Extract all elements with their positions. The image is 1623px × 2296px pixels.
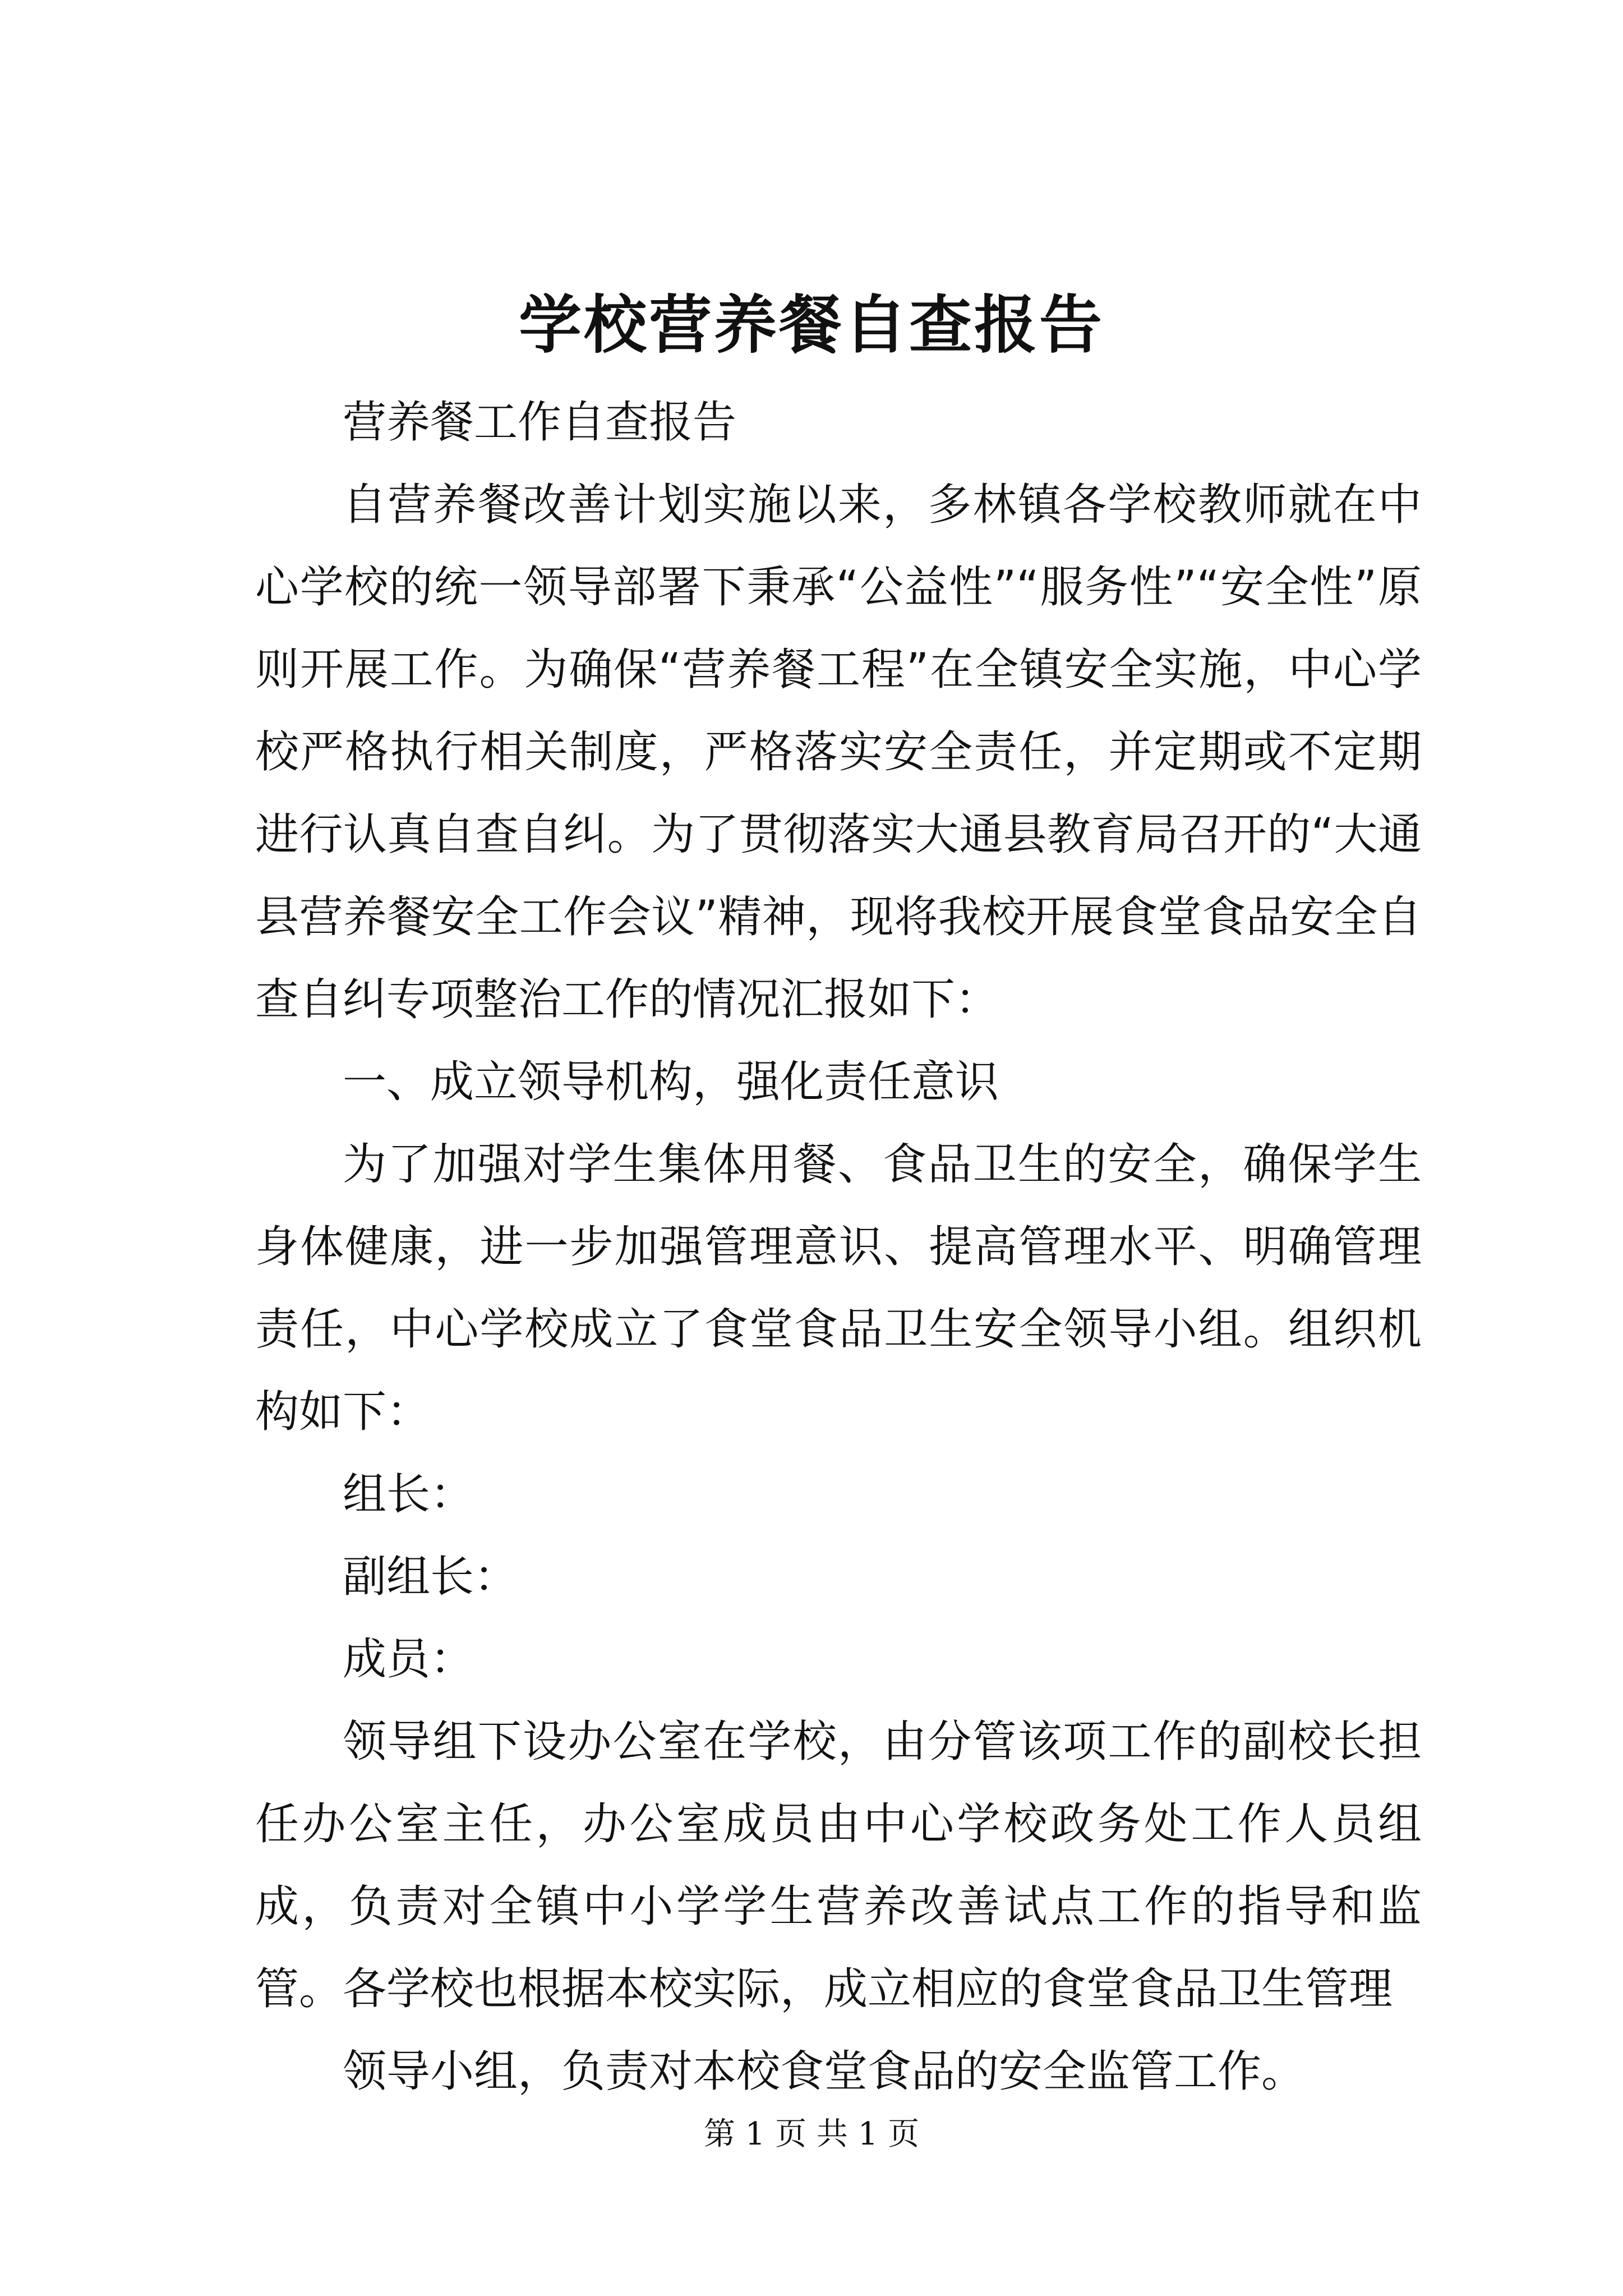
closing-paragraph: 领导小组，负责对本校食堂食品的安全监管工作。	[343, 2046, 1306, 2097]
section-heading: 一、成立领导机构，强化责任意识	[343, 1057, 999, 1107]
document-body	[255, 381, 1422, 2113]
team-members-line: 成员：	[343, 1634, 474, 1685]
team-deputy-line: 副组长：	[343, 1552, 518, 1602]
subtitle-paragraph: 营养餐工作自查报告	[343, 397, 737, 448]
page-footer: 第 1 页 共 1 页	[703, 2116, 920, 2152]
section-paragraph: 为了加强对学生集体用餐、食品卫生的安全，确保学生身体健康，进一步加强管理意识、提高管理水平、明确管理责任，中心学校成立了食堂食品卫生安全领导小组。组织机构如下：	[255, 1139, 1422, 1437]
page-title: 学校营养餐自查报告	[519, 288, 1104, 362]
office-paragraph: 领导组下设办公室在学校，由分管该项工作的副校长担任办公室主任，办公室成员由中心学校政务处工作人员组成，负责对全镇中小学学生营养改善试点工作的指导和监管。各学校也根据本校实际，成立相应的食堂食品卫生管理	[255, 1717, 1422, 2014]
intro-paragraph: 自营养餐改善计划实施以来，多林镇各学校教师就在中心学校的统一领导部署下秉承“公益性”“服务性”“安全性”原则开展工作。为确保“营养餐工程”在全镇安全实施，中心学校严格执行相关制度，严格落实安全责任，并定期或不定期进行认真自查自纠。为了贯彻落实大通县教育局召开的“大通县营养餐安全工作会议”精神，现将我校开展食堂食品安全自查自纠专项整治工作的情况汇报如下：	[255, 480, 1422, 1025]
team-leader-line: 组长：	[343, 1469, 474, 1520]
